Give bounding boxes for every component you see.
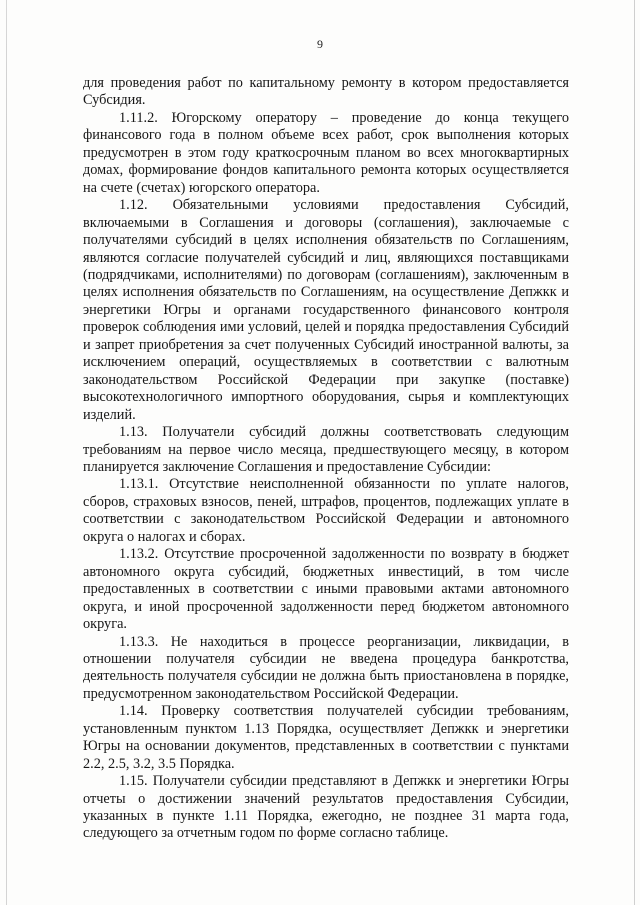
paragraph-1-11-2: 1.11.2. Югорскому оператору – проведение до конца текущего финансового года в полном объеме всех работ, срок выполнения которых предусмотрен в этом году краткосрочным планом во всех многоквартирных домах, формирование фондов капитального ремонта которых осуществляется на счете (счетах) югорского оператора.: [83, 109, 569, 196]
scan-edge-left: [6, 0, 7, 905]
scan-edge-right: [634, 0, 635, 905]
paragraph-1-15: 1.15. Получатели субсидии представляют в Депжкк и энергетики Югры отчеты о достижении значений результатов предоставления Субсидии, указанных в пункте 1.11 Порядка, ежегодно, не позднее 31 марта года, следующего за отчетным годом по форме согласно таблице.: [83, 773, 569, 842]
paragraph-1-13: 1.13. Получатели субсидий должны соответствовать следующим требованиям на первое число месяца, предшествующего месяцу, в котором планируется заключение Соглашения и предоставление Субсидии:: [83, 424, 569, 475]
paragraph-1-13-2: 1.13.2. Отсутствие просроченной задолженности по возврату в бюджет автономного округа субсидий, бюджетных инвестиций, в том числе предоставленных в соответствии с иными правовыми актами автономного округа, и иной просроченной задолженности перед бюджетом автономного округа.: [83, 546, 569, 633]
paragraph-1-13-1: 1.13.1. Отсутствие неисполненной обязанности по уплате налогов, сборов, страховых взносов, пеней, штрафов, процентов, подлежащих уплате в соответствии с законодательством Российской Федерации и автономного округа о налогах и сборах.: [83, 476, 569, 545]
page-number: 9: [317, 37, 323, 51]
paragraph-1-13-3: 1.13.3. Не находиться в процессе реорганизации, ликвидации, в отношении получателя субсидии не введена процедура банкротства, деятельность получателя субсидии не должна быть приостановлена в порядке, предусмотренном законодательством Российской Федерации.: [83, 633, 569, 702]
paragraph-1-14: 1.14. Проверку соответствия получателей субсидии требованиям, установленным пунктом 1.13 Порядка, осуществляет Депжкк и энергетики Югры на основании документов, представленных в соответствии с пунктами 2.2, 2.5, 3.2, 3.5 Порядка.: [83, 703, 569, 772]
paragraph-1-12: 1.12. Обязательными условиями предоставления Субсидий, включаемыми в Соглашения и договоры (соглашения), заключаемые с получателями субсидий в целях исполнения обязательств по Соглашениям, являются согласие получателей субсидий и лиц, являющихся поставщиками (подрядчиками, исполнителями) по договорам (соглашениям), заключенным в целях исполнения обязательств по Соглашениям, на осуществление Депжкк и энергетики Югры и органами государственного финансового контроля проверок соблюдения ими условий, целей и порядка предоставления Субсидий и запрет приобретения за счет полученных Субсидий иностранной валюты, за исключением операций, осуществляемых в соответствии с валютным законодательством Российской Федерации при закупке (поставке) высокотехнологичного импортного оборудования, сырья и комплектующих изделий.: [83, 197, 569, 423]
paragraph-continuation: для проведения работ по капитальному ремонту в котором предоставляется Субсидия.: [83, 75, 569, 109]
document-body: [83, 75, 569, 843]
